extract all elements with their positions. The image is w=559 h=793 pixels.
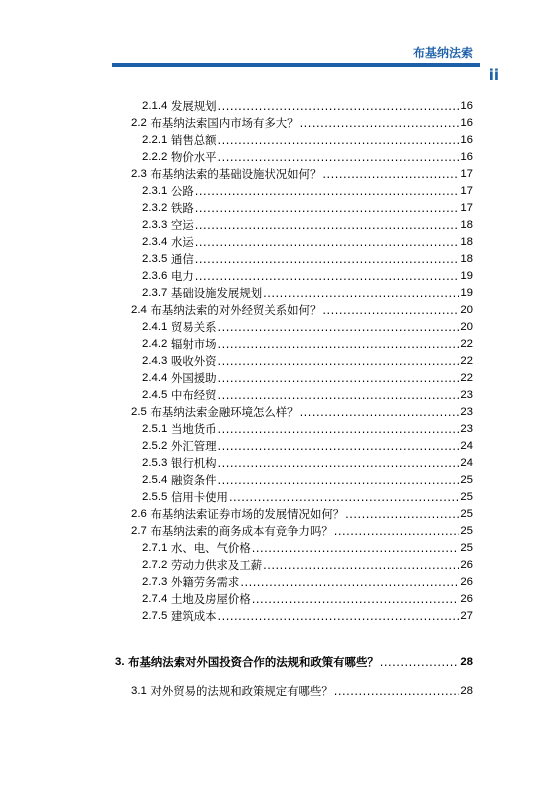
toc-leader: [218, 422, 460, 436]
toc-entry-number: 2.4.3: [142, 355, 168, 367]
toc-entry-title: 布基纳法索的商务成本有竞争力吗？: [150, 524, 333, 538]
toc-leader: [300, 405, 460, 419]
toc-entry-page: 23: [460, 423, 473, 435]
toc-entry-page: 24: [460, 457, 473, 469]
toc-entry-number: 2.4.2: [142, 338, 168, 350]
toc-entry-page: 20: [460, 304, 473, 316]
toc-entry[interactable]: [131, 522, 473, 538]
toc-entry-title: 中布经贸: [170, 388, 217, 402]
toc-entry-number: 2.4: [131, 304, 147, 316]
toc-entry-title: 外国援助: [170, 371, 217, 385]
toc-entry-title: 公路: [170, 184, 194, 198]
toc-entry-number: 2.5.3: [142, 457, 168, 469]
toc-leader: [218, 456, 460, 470]
toc-entry-number: 2.7: [131, 525, 147, 537]
toc-entry-title: 布基纳法索对外国投资合作的法规和政策有哪些？: [128, 655, 379, 669]
toc-entry-number: 2.7.2: [142, 559, 168, 571]
toc-entry-number: 2.5.1: [142, 423, 168, 435]
toc-entry-page: 19: [460, 287, 473, 299]
toc-entry-title: 铁路: [170, 201, 194, 215]
toc-entry-number: 2.7.4: [142, 593, 168, 605]
toc-entry[interactable]: [142, 471, 473, 487]
toc-leader: [380, 655, 460, 669]
toc-entry-title: 外汇管理: [170, 439, 217, 453]
toc-entry-title: 辐射市场: [170, 337, 217, 351]
toc-entry-number: 2.3.7: [142, 287, 168, 299]
toc-entry-number: 2.3.4: [142, 236, 168, 248]
toc-leader: [263, 558, 459, 572]
toc-leader: [218, 150, 460, 164]
toc-entry-page: 25: [460, 491, 473, 503]
toc-entry-title: 布基纳法索证券市场的发展情况如何？: [150, 507, 345, 521]
toc-entry[interactable]: [142, 267, 473, 283]
toc-entry-number: 2.3.5: [142, 253, 168, 265]
toc-entry-page: 28: [460, 656, 473, 668]
toc-leader: [195, 269, 460, 283]
toc-entry-number: 2.6: [131, 508, 147, 520]
toc-entry-page: 22: [460, 338, 473, 350]
toc-leader: [218, 99, 460, 113]
toc-entry-page: 20: [460, 321, 473, 333]
toc-leader: [195, 252, 460, 266]
toc-entry[interactable]: [131, 114, 473, 130]
toc-entry-number: 2.7.5: [142, 610, 168, 622]
toc-entry-page: 26: [460, 576, 473, 588]
toc-entry[interactable]: [142, 233, 473, 249]
toc-entry[interactable]: [131, 403, 473, 419]
toc-entry[interactable]: [142, 318, 473, 334]
toc-leader: [218, 439, 460, 453]
toc-entry-number: 2.4.1: [142, 321, 168, 333]
toc-entry-page: 19: [460, 270, 473, 282]
toc-entry-title: 水、电、气价格: [170, 541, 251, 555]
toc-entry[interactable]: [142, 250, 473, 266]
toc-entry[interactable]: [142, 607, 473, 623]
toc-entry[interactable]: [142, 488, 473, 504]
toc-entry-title: 外籍劳务需求: [170, 575, 240, 589]
toc-entry-page: 26: [460, 593, 473, 605]
toc-entry-page: 18: [460, 253, 473, 265]
toc-entry[interactable]: [142, 335, 473, 351]
toc-entry-number: 2.3: [131, 168, 147, 180]
toc-entry[interactable]: [131, 165, 473, 181]
toc-entry-page: 26: [460, 559, 473, 571]
toc-entry-title: 劳动力供求及工薪: [170, 558, 263, 572]
toc-entry-title: 布基纳法索金融环境怎么样？: [150, 405, 299, 419]
toc-entry[interactable]: [142, 97, 473, 113]
toc-entry-page: 16: [460, 151, 473, 163]
toc-entry-title: 贸易关系: [170, 320, 217, 334]
toc-entry-page: 16: [460, 117, 473, 129]
toc-entry[interactable]: [142, 216, 473, 232]
toc-leader: [240, 575, 459, 589]
toc-leader: [218, 609, 460, 623]
toc-leader: [345, 507, 459, 521]
toc-entry[interactable]: [131, 682, 473, 698]
toc-entry-title: 电力: [170, 269, 194, 283]
toc-entry-title: 银行机构: [170, 456, 217, 470]
toc-entry-number: 3.1: [131, 685, 147, 697]
toc-entry-title: 基础设施发展规划: [170, 286, 263, 300]
toc-entry-page: 25: [460, 474, 473, 486]
toc-leader: [218, 133, 460, 147]
toc-entry-number: 2.2: [131, 117, 147, 129]
toc-entry-number: 2.4.5: [142, 389, 168, 401]
toc-leader: [252, 592, 460, 606]
toc-entry-title: 销售总额: [170, 133, 217, 147]
toc-leader: [334, 684, 460, 698]
toc-entry-chapter[interactable]: [115, 653, 473, 669]
toc-entry[interactable]: [142, 437, 473, 453]
toc-entry-title: 布基纳法索的基础设施状况如何？: [150, 167, 322, 181]
toc-entry-number: 2.5.5: [142, 491, 168, 503]
toc-entry-number: 2.4.4: [142, 372, 168, 384]
toc-entry-number: 2.7.1: [142, 542, 168, 554]
toc-entry[interactable]: [142, 148, 473, 164]
header-title: 布基纳法索: [412, 46, 473, 60]
toc-entry[interactable]: [142, 590, 473, 606]
toc-leader: [218, 337, 460, 351]
toc-entry[interactable]: [142, 573, 473, 589]
toc-entry-page: 17: [460, 202, 473, 214]
toc-entry-title: 吸收外资: [170, 354, 217, 368]
toc-entry-title: 通信: [170, 252, 194, 266]
toc-entry-page: 17: [460, 185, 473, 197]
toc-entry-number: 3.: [115, 656, 125, 668]
toc-entry-number: 2.5: [131, 406, 147, 418]
toc-entry-number: 2.1.4: [142, 100, 168, 112]
toc-entry-title: 发展规划: [170, 99, 217, 113]
toc-entry-page: 23: [460, 406, 473, 418]
toc-leader: [229, 490, 459, 504]
toc-entry-title: 土地及房屋价格: [170, 592, 251, 606]
toc-entry-title: 水运: [170, 235, 194, 249]
toc-entry-number: 2.3.3: [142, 219, 168, 231]
toc-entry-number: 2.3.6: [142, 270, 168, 282]
toc-entry[interactable]: [142, 352, 473, 368]
toc-entry-page: 23: [460, 389, 473, 401]
toc-entry-title: 空运: [170, 218, 194, 232]
toc-entry-page: 28: [460, 685, 473, 697]
toc-entry[interactable]: [142, 284, 473, 300]
toc-entry[interactable]: [142, 131, 473, 147]
toc-entry[interactable]: [131, 301, 473, 317]
toc-entry[interactable]: [142, 386, 473, 402]
toc-leader: [334, 524, 460, 538]
toc-leader: [218, 388, 460, 402]
toc-entry[interactable]: [142, 539, 473, 555]
toc-leader: [300, 116, 460, 130]
toc-leader: [218, 473, 460, 487]
toc-entry-page: 22: [460, 355, 473, 367]
toc-entry-title: 融资条件: [170, 473, 217, 487]
toc-entry-title: 布基纳法索国内市场有多大？: [150, 116, 299, 130]
toc-entry[interactable]: [142, 454, 473, 470]
toc-entry[interactable]: [142, 199, 473, 215]
toc-leader: [263, 286, 459, 300]
toc-entry-title: 对外贸易的法规和政策规定有哪些？: [150, 684, 333, 698]
toc-entry-page: 24: [460, 440, 473, 452]
toc-leader: [218, 354, 460, 368]
toc-entry-title: 信用卡使用: [170, 490, 228, 504]
toc-leader: [195, 235, 460, 249]
toc-entry-number: 2.2.1: [142, 134, 168, 146]
toc-entry-page: 25: [460, 508, 473, 520]
toc-entry[interactable]: [131, 505, 473, 521]
toc-entry-title: 物价水平: [170, 150, 217, 164]
toc-leader: [322, 303, 459, 317]
toc-entry[interactable]: [142, 420, 473, 436]
toc-entry-number: 2.3.2: [142, 202, 168, 214]
toc-entry-title: 当地货币: [170, 422, 217, 436]
toc-entry-page: 17: [460, 168, 473, 180]
toc-entry[interactable]: [142, 182, 473, 198]
toc-entry-number: 2.3.1: [142, 185, 168, 197]
toc-entry-page: 16: [460, 134, 473, 146]
toc-entry-number: 2.5.2: [142, 440, 168, 452]
toc-leader: [252, 541, 460, 555]
toc-leader: [195, 184, 460, 198]
toc-leader: [218, 371, 460, 385]
toc-entry-page: 18: [460, 236, 473, 248]
toc-entry-number: 2.7.3: [142, 576, 168, 588]
toc-entry-page: 22: [460, 372, 473, 384]
toc-entry-title: 布基纳法索的对外经贸关系如何？: [150, 303, 322, 317]
toc-entry-page: 16: [460, 100, 473, 112]
toc-entry-page: 27: [460, 610, 473, 622]
toc-entry-page: 25: [460, 525, 473, 537]
toc-leader: [218, 320, 460, 334]
toc-leader: [322, 167, 459, 181]
page-number: ii: [488, 66, 499, 84]
toc-entry[interactable]: [142, 556, 473, 572]
toc-entry[interactable]: [142, 369, 473, 385]
toc-entry-number: 2.2.2: [142, 151, 168, 163]
toc-entry-title: 建筑成本: [170, 609, 217, 623]
toc-entry-page: 18: [460, 219, 473, 231]
toc-entry-number: 2.5.4: [142, 474, 168, 486]
toc-leader: [195, 218, 460, 232]
toc-entry-page: 25: [460, 542, 473, 554]
toc-leader: [195, 201, 460, 215]
